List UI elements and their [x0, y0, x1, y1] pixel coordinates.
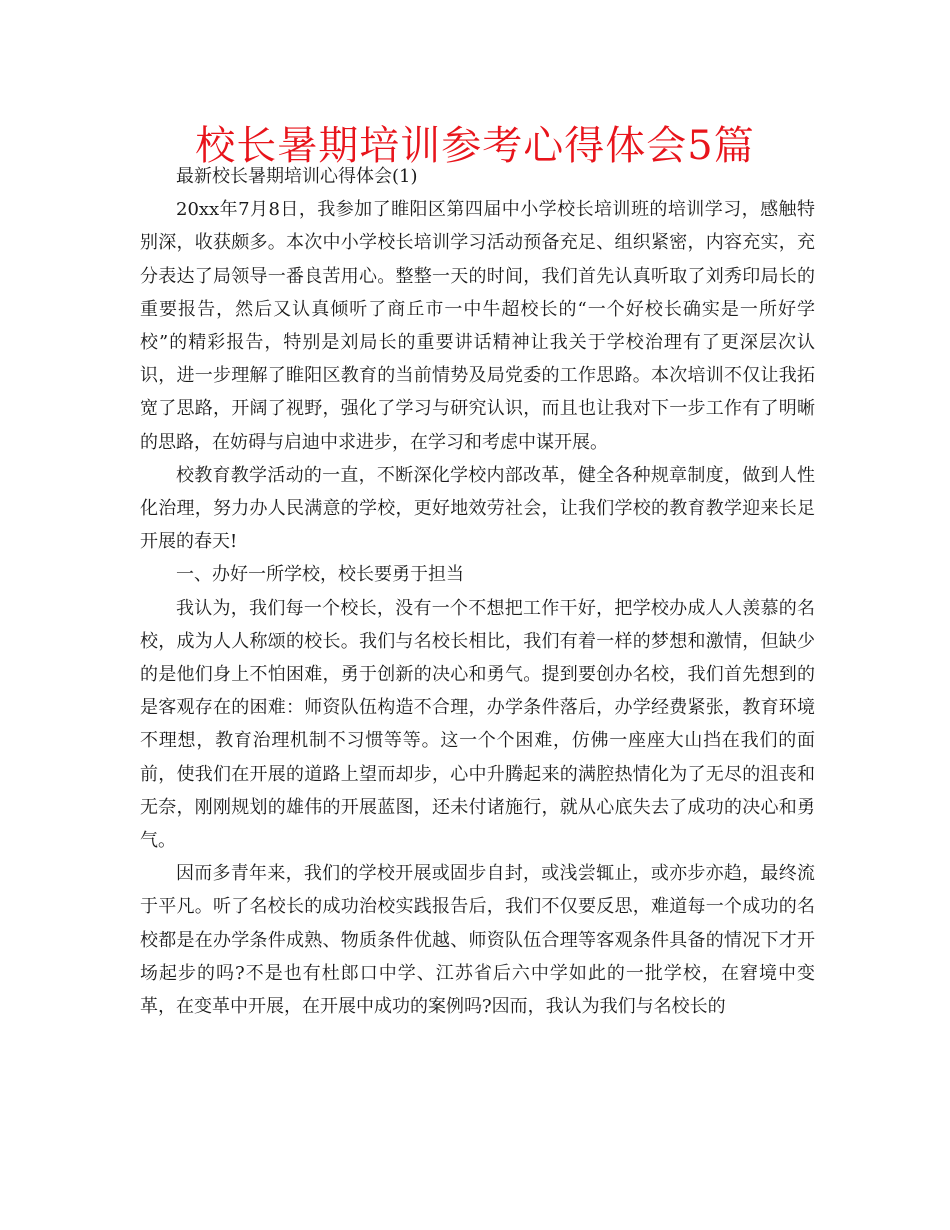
document-title: 校长暑期培训参考心得体会5篇	[195, 123, 755, 169]
section-heading: 一、办好一所学校，校长要勇于担当	[176, 564, 464, 586]
body-paragraph: 我认为，我们每一个校长，没有一个不想把工作干好，把学校办成人人羡慕的名校，成为人人称颂的校长。我们与名校长相比，我们有着一样的梦想和激情，但缺少的是他们身上不怕困难，勇于创新的决心和勇气。提到要创办名校，我们首先想到的是客观存在的困难：师资队伍构造不合理，办学条件落后，办学经费紧张，教育环境不理想，教育治理机制不习惯等等。这一个个困难，仿佛一座座大山挡在我们的面前，使我们在开展的道路上望而却步，心中升腾起来的满腔热情化为了无尽的沮丧和无奈，刚刚规划的雄伟的开展蓝图，还未付诸施行，就从心底失去了成功的决心和勇气。	[140, 597, 815, 852]
body-paragraph: 20xx年7月8日，我参加了睢阳区第四届中小学校长培训班的培训学习，感触特别深，收获颇多。本次中小学校长培训学习活动预备充足、组织紧密，内容充实，充分表达了局领导一番良苦用心。整整一天的时间，我们首先认真听取了刘秀印局长的重要报告，然后又认真倾听了商丘市一中牛超校长的“一个好校长确实是一所好学校”的精彩报告，特别是刘局长的重要讲话精神让我关于学校治理有了更深层次认识，进一步理解了睢阳区教育的当前情势及局党委的工作思路。本次培训不仅让我拓宽了思路，开阔了视野，强化了学习与研究认识，而且也让我对下一步工作有了明晰的思路，在妨碍与启迪中求进步，在学习和考虑中谋开展。	[140, 199, 815, 453]
body-paragraph: 因而多青年来，我们的学校开展或固步自封，或浅尝辄止，或亦步亦趋，最终流于平凡。听了名校长的成功治校实践报告后，我们不仅要反思，难道每一个成功的名校都是在办学条件成熟、物质条件优越、师资队伍合理等客观条件具备的情况下才开场起步的吗?不是也有杜郎口中学、江苏省后六中学如此的一批学校，在窘境中变革，在变革中开展，在开展中成功的案例吗?因而，我认为我们与名校长的	[140, 863, 815, 1018]
body-paragraph: 校教育教学活动的一直，不断深化学校内部改革，健全各种规章制度，做到人性化治理，努力办人民满意的学校，更好地效劳社会，让我们学校的教育教学迎来长足开展的春天!	[140, 464, 815, 553]
section-subtitle: 最新校长暑期培训心得体会(1)	[176, 166, 418, 187]
document-body	[140, 160, 815, 1023]
